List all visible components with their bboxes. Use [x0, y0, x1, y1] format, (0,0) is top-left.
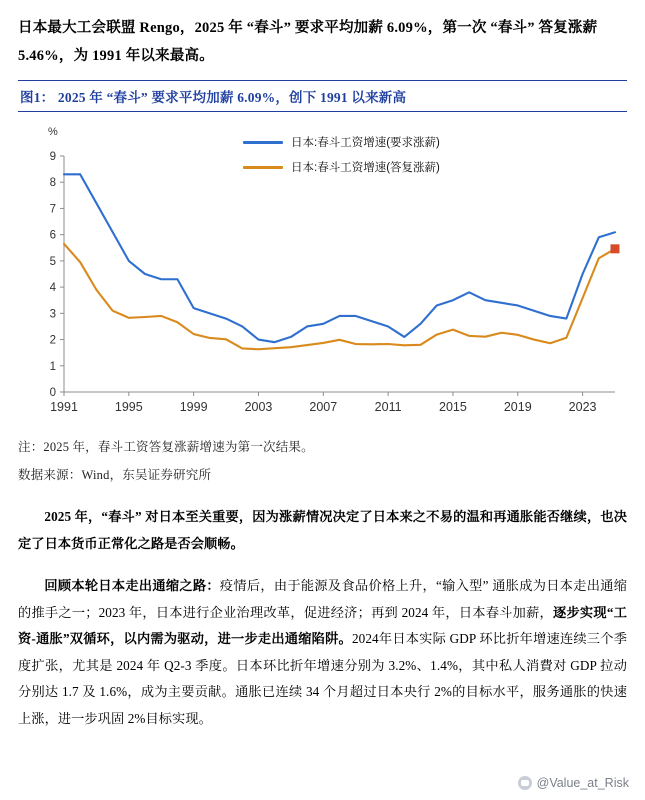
svg-text:9: 9: [49, 151, 56, 163]
legend-item-request: [243, 134, 440, 150]
svg-text:1991: 1991: [50, 400, 78, 414]
svg-text:5: 5: [49, 255, 56, 268]
svg-text:2015: 2015: [439, 400, 467, 414]
svg-text:8: 8: [49, 177, 56, 190]
svg-text:2: 2: [49, 334, 56, 347]
svg-text:4: 4: [49, 282, 56, 295]
svg-text:1995: 1995: [114, 400, 143, 414]
legend-label-request: 日本:春斗工资增速(要求涨薪): [291, 137, 440, 149]
legend-item-reply: [243, 159, 440, 175]
svg-text:6: 6: [49, 229, 56, 242]
legend-label-reply: 日本:春斗工资增速(答复涨薪): [291, 162, 440, 174]
svg-text:2019: 2019: [503, 400, 532, 414]
svg-text:2003: 2003: [244, 400, 273, 414]
svg-text:7: 7: [49, 203, 56, 216]
weibo-icon: [518, 776, 532, 790]
y-axis-unit-label: %: [48, 126, 58, 138]
svg-text:1: 1: [49, 360, 56, 373]
p2-heading: 回顾本轮日本走出通缩之路：: [44, 578, 220, 593]
svg-text:0: 0: [49, 387, 56, 399]
figure-note: 注：2025 年，春斗工资答复涨薪增速为第一次结果。: [18, 440, 314, 454]
legend-swatch-reply: [243, 166, 283, 169]
watermark-label: @Value_at_Risk: [536, 776, 629, 790]
p2-emphasis: 逐步实现“工资-通胀”双循环，以内需为驱动，进一步走出通缩陷阱。: [18, 604, 627, 646]
svg-text:2007: 2007: [309, 400, 338, 414]
figure-title: 图1： 2025 年 “春斗” 要求平均加薪 6.09%，创下 1991 以来新高: [18, 80, 627, 112]
svg-text:1999: 1999: [179, 400, 208, 414]
chart-legend: [243, 134, 440, 184]
svg-text:3: 3: [49, 308, 56, 321]
legend-swatch-request: [243, 141, 283, 144]
chart-container: [18, 118, 627, 428]
svg-text:2023: 2023: [568, 400, 597, 414]
figure-source: 数据来源：Wind，东吴证券研究所: [18, 468, 212, 482]
body-paragraph-1: 2025 年，“春斗” 对日本至关重要，因为涨薪情况决定了日本来之不易的温和再通胀能否继续，也决定了日本货币正常化之路是否会顺畅。: [18, 509, 627, 551]
lede-paragraph: 日本最大工会联盟 Rengo，2025 年 “春斗” 要求平均加薪 6.09%，第一次 “春斗” 答复涨薪 5.46%，为 1991 年以来最高。: [18, 20, 598, 64]
body-paragraph-2: [18, 573, 627, 732]
watermark: [518, 776, 629, 790]
p2-body: 疫情后，由于能源及食品价格上升，“输入型” 通胀成为日本走出通缩的推手之一；2023 年，日本进行企业治理改革，促进经济；再到 2024 年，日本春斗加薪，: [18, 578, 627, 620]
svg-text:2011: 2011: [374, 400, 402, 414]
p2-tail: 2024年日本实际 GDP 环比折年增速连续三个季度扩张，尤其是 2024 年 Q2-3 季度。日本环比折年增速分别为 3.2%、1.4%，其中私人消費对 GDP 拉动分别达 1.7 及 1.6%，成为主要贡献。通胀已连续 34 个月超过日本央行 2%的目标水平，服务通胀的快速上涨，进一步巩固 2%目标实现。: [18, 631, 627, 726]
